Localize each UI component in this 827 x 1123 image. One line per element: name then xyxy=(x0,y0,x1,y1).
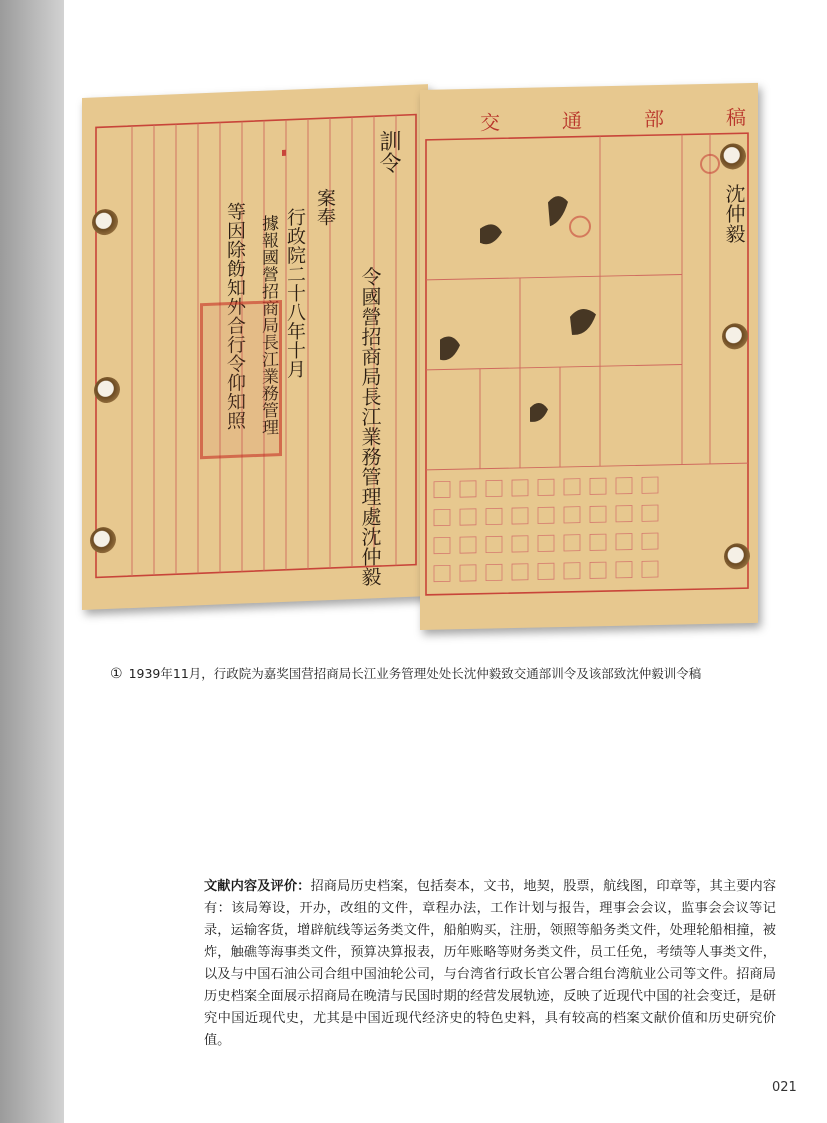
content-description xyxy=(204,876,776,1052)
right-page-form xyxy=(420,83,758,630)
side-band xyxy=(0,0,64,1123)
left-body-line-3: 據報國營招商局長江業務管理 xyxy=(258,214,278,436)
right-subject: 沈仲毅 xyxy=(722,183,746,244)
left-body-line-1: 案奉 xyxy=(314,187,336,227)
page-number: 021 xyxy=(772,1080,797,1095)
left-title: 訓令 xyxy=(376,129,401,175)
red-seal-stamp xyxy=(200,300,282,459)
archival-photo xyxy=(78,90,758,635)
right-document-page xyxy=(420,83,758,630)
left-body-line-4: 等因除飭知外合行令仰知照 xyxy=(224,201,246,431)
caption-number: ① xyxy=(110,666,123,682)
content-lead: 文献内容及评价： xyxy=(204,879,311,894)
left-recipient: 令國營招商局長江業務管理處沈仲毅 xyxy=(358,265,382,587)
left-document-page xyxy=(82,84,428,610)
left-body-line-2: 行政院二十八年十月 xyxy=(284,207,306,379)
figure-caption xyxy=(110,664,800,682)
right-header: 交通部稿 xyxy=(480,105,750,135)
caption-text: 1939年11月，行政院为嘉奖国营招商局长江业务管理处处长沈仲毅致交通部训令及该部致沈仲毅训令稿 xyxy=(128,666,702,681)
content-text: 招商局历史档案，包括奏本，文书，地契，股票，航线图，印章等，其主要内容有：该局筹设，开办，改组的文件，章程办法，工作计划与报告，理事会会议，监事会会议等记录，运输客货，增辟航线等运务类文件，船舶购买，注册，领照等船务类文件，处理轮船相撞，被炸，触礁等海事类文件，预算决算报表，历年账略等财务类文件，员工任免，考绩等人事类文件，以及与中国石油公司合组中国油轮公司，与台湾省行政长官公署合组台湾航业公司等文件。招商局历史档案全面展示招商局在晚清与民国时期的经营发展轨迹，反映了近现代中国的社会变迁，是研究中国近现代史，尤其是中国近现代经济史的特色史料，具有较高的档案文献价值和历史研究价值。 xyxy=(204,879,777,1048)
